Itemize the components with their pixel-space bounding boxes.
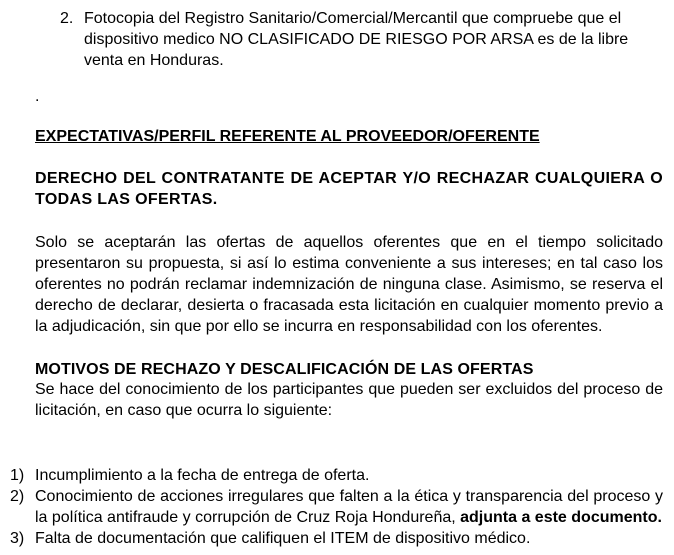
list-item-number: 2. — [60, 10, 74, 27]
list-item-text — [35, 486, 663, 528]
section-heading-motivos: MOTIVOS DE RECHAZO Y DESCALIFICACIÓN DE LAS OFERTAS — [35, 361, 534, 378]
list-item-text: Fotocopia del Registro Sanitario/Comercial/Mercantil que compruebe que el dispositivo medico NO CLASIFICADO DE RIESGO POR ARSA es de la libre venta en Honduras. — [84, 10, 629, 69]
list-item-number: 3) — [10, 530, 25, 547]
list-item-number: 2) — [10, 488, 25, 505]
reasons-list — [10, 465, 663, 549]
list-item-text: Incumplimiento a la fecha de entrega de oferta. — [35, 467, 370, 484]
paragraph-derecho: Solo se aceptarán las ofertas de aquellos oferentes que en el tiempo solicitado presentaron su propuesta, si así lo estima conveniente a sus intereses; en tal caso los oferentes no podrán reclamar indemnización de ninguna clase. Asimismo, se reserva el derecho de declarar, desierta o fracasada esta licitación en cualquier momento previo a la adjudicación, sin que por ello se incurra en responsabilidad con los oferentes. — [35, 234, 663, 335]
list-item-text-main: Conocimiento de acciones irregulares que falten a la ética y transparencia del proceso y la política antifraude y corrupción de Cruz Roja Hondureña, — [35, 488, 663, 526]
list-item — [10, 465, 663, 486]
list-item — [10, 528, 663, 549]
section-heading-expectativas: EXPECTATIVAS/PERFIL REFERENTE AL PROVEEDOR/OFERENTE — [35, 128, 540, 145]
list-item — [10, 486, 663, 528]
stray-dot: . — [35, 88, 40, 105]
list-item-text-bold: adjunta a este documento. — [460, 509, 662, 526]
section-heading-derecho: DERECHO DEL CONTRATANTE DE ACEPTAR Y/O RECHAZAR CUALQUIERA O TODAS LAS OFERTAS. — [35, 170, 663, 208]
list-item-text: Falta de documentación que califiquen el ITEM de dispositivo médico. — [35, 530, 531, 547]
list-item-number: 1) — [10, 467, 25, 484]
paragraph-motivos: Se hace del conocimiento de los participantes que pueden ser excluidos del proceso de licitación, en caso que ocurra lo siguiente: — [35, 381, 663, 419]
